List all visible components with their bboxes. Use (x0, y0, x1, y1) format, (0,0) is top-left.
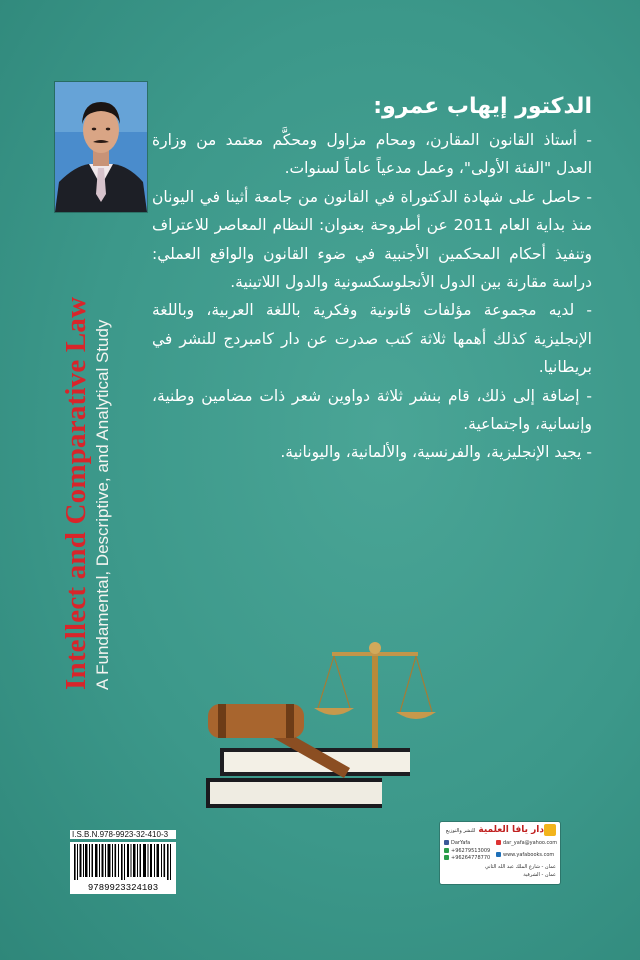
author-photo (55, 82, 147, 212)
bio-item: - لديه مجموعة مؤلفات قانونية وفكرية باللغة العربية، وباللغة الإنجليزية كذلك أهمها ثلاثة كتب صدرت عن دار كامبردج للنشر في بريطانيا. (152, 301, 592, 377)
isbn-label: I.S.B.N.978-9923-32-410-3 (70, 830, 176, 839)
publisher-tagline: للنشر والتوزيع (445, 828, 476, 834)
bio-item: - يجيد الإنجليزية، والفرنسية، والألمانية، واليونانية. (280, 443, 592, 462)
gavel-and-scales-icon (200, 630, 440, 820)
author-portrait-icon (55, 82, 147, 212)
globe-icon (496, 852, 501, 857)
publisher-name: دار يافا العلمية للنشر والتوزيع (445, 825, 544, 835)
author-bio (152, 92, 592, 467)
phone-icon (444, 855, 449, 860)
publisher-address-2: عمان - الشرقية (523, 872, 556, 878)
isbn-number: 9789923324103 (70, 882, 176, 894)
publisher-facebook: DarYafa (444, 840, 470, 846)
bio-item: - إضافة إلى ذلك، قام بنشر ثلاثة دواوين شعر ذات مضامين وطنية، وإنسانية، واجتماعية. (152, 386, 592, 434)
facebook-icon (444, 840, 449, 845)
phone-icon (444, 848, 449, 853)
vertical-title-block (60, 230, 114, 690)
publisher-phone-1: +96279513009 (444, 848, 490, 854)
publisher-card (440, 822, 560, 884)
publisher-address-1: عمان - شارع الملك عبد الله الثاني (484, 864, 556, 870)
publisher-phone-2: +96264778770 (444, 855, 490, 861)
email-icon (496, 840, 501, 845)
author-heading: الدكتور إيهاب عمرو: (373, 94, 592, 119)
publisher-website: www.yafabooks.com (496, 852, 554, 858)
publisher-email: dar_yafa@yahoo.com (496, 840, 557, 846)
barcode-icon (70, 842, 176, 882)
bio-item: - حاصل على شهادة الدكتوراة في القانون من جامعة أثينا في اليونان منذ بداية العام 2011 عن أطروحة بعنوان: النظام المعاصر للاعتراف وتنفيذ أحكام المحكمين الأجنبية في ضوء القانون والواقع العملي: دراسة مقارنة بين الدول الأنجلوسكسونية والدول اللاتينية. (152, 187, 592, 292)
publisher-logo-icon (544, 824, 556, 836)
book-subtitle: A Fundamental, Descriptive, and Analytical Study (93, 319, 112, 690)
bio-item: - أستاذ القانون المقارن، ومحام مزاول ومحكَّم معتمد من وزارة العدل "الفئة الأولى"، وعمل مدعياً عاماً لسنوات. (152, 131, 592, 178)
book-title: Intellect and Comparative Law (60, 296, 92, 690)
